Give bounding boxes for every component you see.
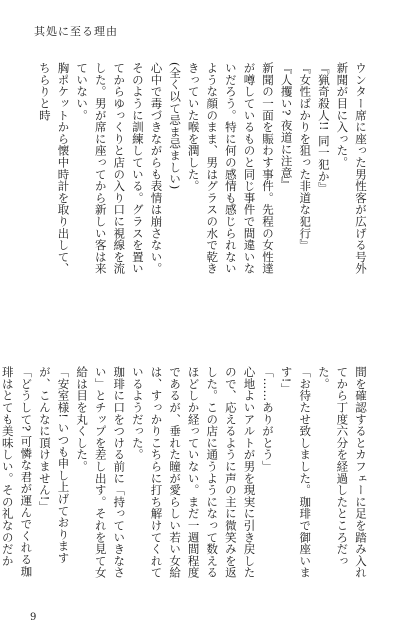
headline-quote: 『猟奇殺人!! 同一犯か』 — [316, 62, 331, 194]
headline-quote: 『女性ばかりを狙った非道な犯行』 — [298, 62, 313, 251]
paragraph: 新聞の一面を賑わす事件。先程の女性達が噂しているものと同じ事件で間違いないだろう。特に何の感情も感じられないような顔のまま、男はグラスの水で乾ききっていた喉を潤した。 — [186, 62, 276, 275]
paragraph: 珈琲に口をつける前に「持っていきなさい」とチップを差し出す。それを見て女給は目を丸くした。 — [75, 366, 127, 579]
text-column-top — [30, 62, 370, 280]
headline-quote: 『人攫い? 夜道に注意』 — [279, 62, 294, 191]
dialogue-line: 「お待たせ致しました。珈琲で御座います!」 — [279, 366, 313, 579]
page-number: 9 — [30, 612, 37, 623]
paragraph: 心中で毒づきながらも表情は崩さない。そのように訓練している。グラスを置いてからゆっくりと店の入り口に視線を流した。男が席に座ってから新しい客は来ていない。 — [75, 62, 164, 275]
paragraph: 心地よいアルトが男を現実に引き戻したので、応えるように声の主に微笑みを返した。この店に通うようになって数えるほどしか経っていない。まだ一週間程度であるが、垂れた瞳が愛らしい若い女給は、すっかりこちらに打ち解けてくれているようだった。 — [130, 366, 257, 579]
paragraph: 胸ポケットから懐中時計を取り出して、ちらりと時 — [37, 62, 71, 275]
dialogue-line: 「安室様! いつも申し上げておりますが、こんなに頂けません!」 — [37, 366, 71, 564]
paragraph: ウンター席に座った男性客が広げる号外新聞が目に入った。 — [335, 62, 368, 275]
dialogue-line: 「どうして? 可憐な君が運んでくれる珈琲はとても美味しい。その礼なのだか — [0, 366, 34, 578]
text-column-bottom — [0, 366, 370, 584]
running-head-title: 其処に至る理由 — [34, 25, 118, 38]
dialogue-line: 「……ありがとう」 — [261, 366, 276, 473]
paragraph: (全く以て忌ま忌ましい) — [168, 62, 183, 190]
paragraph: 間を確認するとカフェーに足を踏み入れてから丁度六分を経過したところだった。 — [316, 366, 368, 579]
